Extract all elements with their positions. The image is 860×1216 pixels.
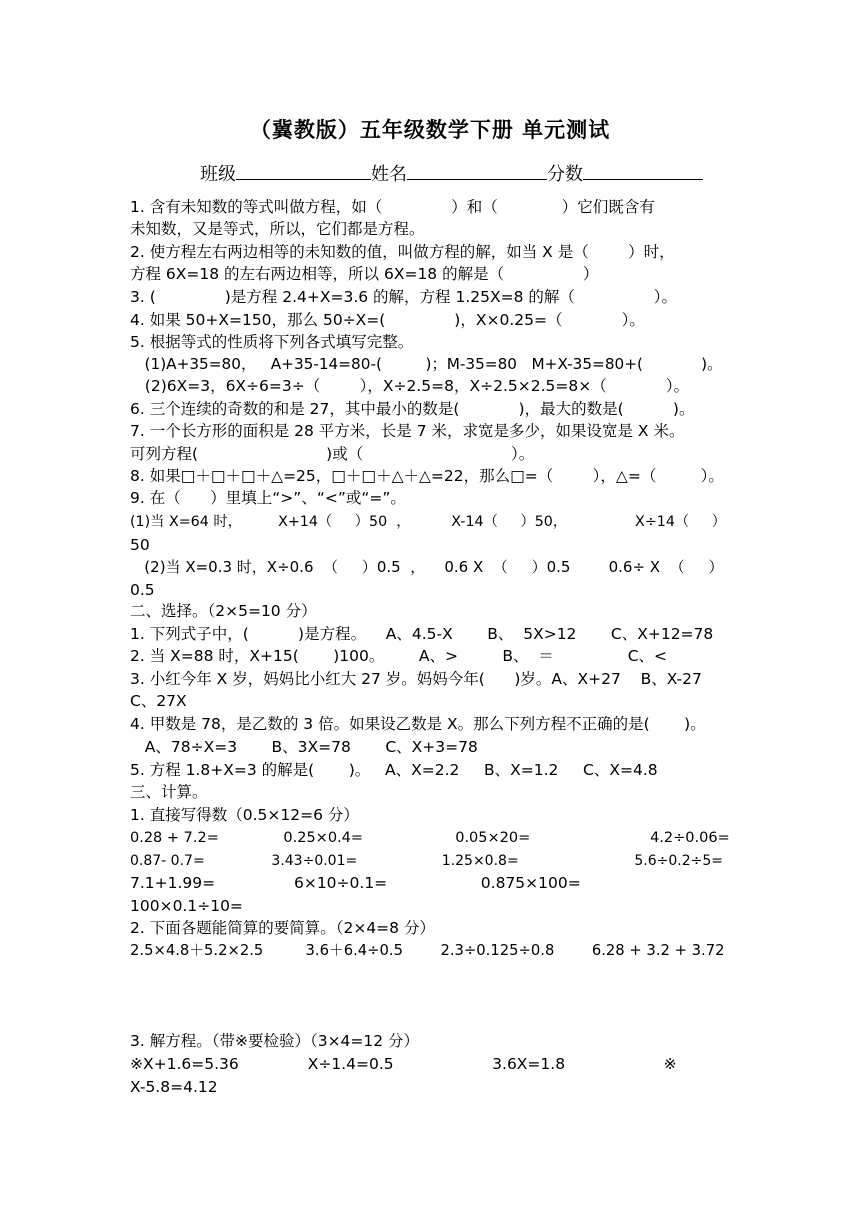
question-5-part-2: (2)6X=3，6X÷6=3÷（ ），X÷2.5=8，X÷2.5×2.5=8×（ ）。 [130, 377, 690, 395]
question-7-line-2: 可列方程( )或（ ）。 [130, 445, 535, 463]
page-title: （冀教版）五年级数学下册 单元测试 [249, 118, 611, 142]
calc-1-row-4: 100×0.1÷10= [130, 897, 243, 915]
calc-2-heading: 2. 下面各题能简算的要简算。（2×4=8 分） [130, 919, 435, 937]
section-2-heading: 二、选择。（2×5=10 分） [130, 602, 317, 620]
choice-2: 2. 当 X=88 时，X+15( )100。 A、> B、 ＝ C、< [130, 647, 668, 665]
question-1-line-2: 未知数，又是等式，所以，它们都是方程。 [130, 220, 425, 238]
calc-1-row-2: 0.87- 0.7= 3.43÷0.01= 1.25×0.8= 5.6÷0.2÷5= [130, 853, 724, 869]
calc-1-heading: 1. 直接写得数（0.5×12=6 分） [130, 806, 359, 824]
question-9-part-2: (2)当 X=0.3 时，X÷0.6 （ ）0.5 ， 0.6 X （ ）0.5 0.6÷ X （ ） [130, 558, 724, 576]
choice-4-options: A、78÷X=3 B、3X=78 C、X+3=78 [130, 738, 478, 756]
calc-2-row: 2.5×4.8＋5.2×2.5 3.6＋6.4÷0.5 2.3÷0.125÷0.8 6.28 + 3.2 + 3.72 [130, 942, 725, 959]
question-2-line-1: 2. 使方程左右两边相等的未知数的值，叫做方程的解，如当 X 是（ ）时， [130, 243, 675, 261]
question-7-line-1: 7. 一个长方形的面积是 28 平方米，长是 7 米，求宽是多少，如果设宽是 X 米。 [130, 422, 685, 440]
question-5-part-1: (1)A+35=80， A+35-14=80-( )；M-35=80 M+X-35=80+( )。 [130, 355, 723, 373]
class-label: 班级 [200, 164, 236, 185]
question-2-line-2: 方程 6X=18 的左右两边相等，所以 6X=18 的解是（ ） [130, 265, 599, 283]
question-3: 3. ( )是方程 2.4+X=3.6 的解，方程 1.25X=8 的解（ ）。 [130, 288, 677, 306]
question-9-part-1-wrap: 50 [130, 536, 150, 554]
name-blank [407, 161, 547, 180]
choice-4: 4. 甲数是 78，是乙数的 3 倍。如果设乙数是 X。那么下列方程不正确的是( )。 [130, 715, 706, 733]
class-blank [236, 161, 371, 180]
calc-1-row-3: 7.1+1.99= 6×10÷0.1= 0.875×100= [130, 874, 581, 892]
question-1-line-1: 1. 含有未知数的等式叫做方程，如（ ）和（ ）它们既含有 [130, 198, 655, 216]
question-6: 6. 三个连续的奇数的和是 27，其中最小的数是( )，最大的数是( )。 [130, 400, 695, 418]
choice-5: 5. 方程 1.8+X=3 的解是( )。 A、X=2.2 B、X=1.2 C、X=4.8 [130, 761, 658, 779]
score-blank [583, 161, 703, 180]
question-9: 9. 在（ ）里填上“>”、“<”或“=”。 [130, 489, 406, 507]
name-label: 姓名 [371, 164, 407, 185]
calc-1-row-1: 0.28 + 7.2= 0.25×0.4= 0.05×20= 4.2÷0.06= [130, 830, 730, 846]
calc-3-row-wrap: X-5.8=4.12 [130, 1078, 218, 1096]
score-label: 分数 [547, 164, 583, 185]
section-3-heading: 三、计算。 [130, 783, 208, 801]
question-9-part-2-wrap: 0.5 [130, 581, 155, 599]
question-9-part-1: (1)当 X=64 时， X+14（ ）50 ， X-14（ ）50， X÷14（ ） [130, 514, 727, 530]
student-info-header [200, 160, 703, 186]
question-5: 5. 根据等式的性质将下列各式填写完整。 [130, 333, 414, 351]
calc-3-row: ※X+1.6=5.36 X÷1.4=0.5 3.6X=1.8 ※ [130, 1055, 677, 1073]
choice-3-wrap: C、27X [130, 692, 187, 710]
question-4: 4. 如果 50+X=150，那么 50÷X=( )，X×0.25=（ ）。 [130, 311, 645, 329]
choice-1: 1. 下列式子中，( )是方程。 A、4.5-X B、 5X>12 C、X+12=78 [130, 625, 714, 643]
calc-3-heading: 3. 解方程。（带※要检验）（3×4=12 分） [130, 1032, 420, 1050]
choice-3: 3. 小红今年 X 岁，妈妈比小红大 27 岁。妈妈今年( )岁。A、X+27 B、X-27 [130, 670, 702, 688]
question-8: 8. 如果□＋□＋□＋△=25，□＋□＋△＋△=22，那么□=（ ），△=（ ）。 [130, 467, 724, 485]
